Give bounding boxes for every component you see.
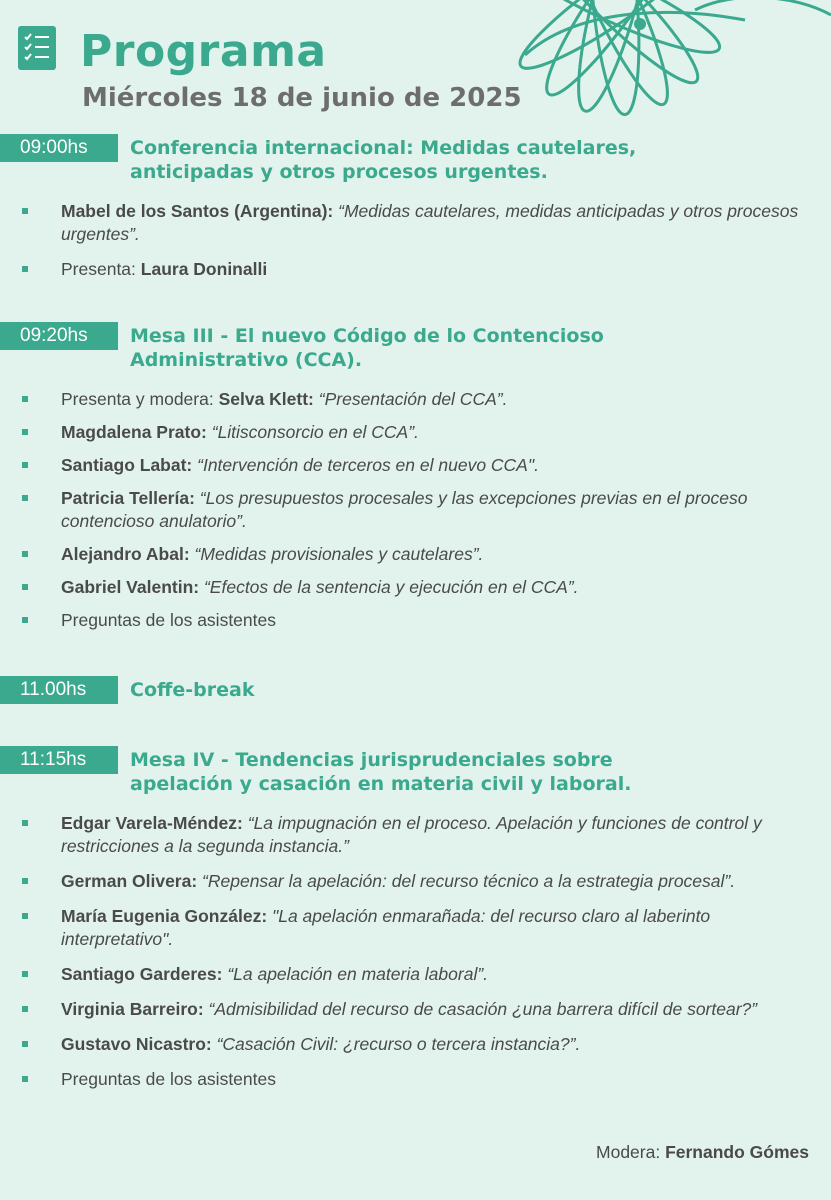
moderator-credit: Modera: Fernando Gómes	[596, 1142, 809, 1162]
talk-title: “Medidas provisionales y cautelares”.	[189, 544, 484, 564]
talk-title: “La apelación en materia laboral”.	[222, 964, 489, 984]
talk-title: “Los presupuestos procesales y las excepciones previas en el proceso contencioso anulatorio”.	[61, 488, 748, 531]
list-item	[0, 576, 831, 599]
speaker-name: Gustavo Nicastro:	[61, 1034, 212, 1054]
list-item	[0, 421, 831, 444]
list-item	[0, 454, 831, 477]
square-bullet-icon	[22, 878, 28, 884]
event-date: Miércoles 18 de junio de 2025	[82, 83, 522, 113]
square-bullet-icon	[22, 1041, 28, 1047]
list-item	[0, 1033, 831, 1056]
speaker-name: Virginia Barreiro:	[61, 999, 204, 1019]
moderator-name: Fernando Gómes	[665, 1142, 809, 1162]
square-bullet-icon	[22, 429, 28, 435]
speaker-name: Alejandro Abal:	[61, 544, 190, 564]
list-item	[0, 200, 831, 246]
square-bullet-icon	[22, 1006, 28, 1012]
session-title: Conferencia internacional: Medidas cautelares, anticipadas y otros procesos urgentes.	[130, 137, 637, 183]
list-item	[0, 543, 831, 566]
square-bullet-icon	[22, 913, 28, 919]
list-item	[0, 905, 831, 951]
talk-title: “Admisibilidad del recurso de casación ¿una barrera difícil de sortear?”	[203, 999, 758, 1019]
talk-title: “Presentación del CCA”.	[313, 389, 508, 409]
speaker-name: Patricia Tellería:	[61, 488, 195, 508]
speaker-name: Mabel de los Santos (Argentina):	[61, 201, 334, 221]
speaker-name: Gabriel Valentin:	[61, 577, 200, 597]
square-bullet-icon	[22, 208, 28, 214]
checklist-icon	[18, 26, 56, 70]
list-item	[0, 870, 831, 893]
list-item	[0, 812, 831, 858]
square-bullet-icon	[22, 495, 28, 501]
list-item: Presenta y modera: Selva Klett: “Presentación del CCA”.	[0, 388, 831, 411]
square-bullet-icon	[22, 584, 28, 590]
square-bullet-icon	[22, 820, 28, 826]
list-item	[0, 963, 831, 986]
session-items	[0, 812, 831, 1091]
square-bullet-icon	[22, 971, 28, 977]
speaker-name: Selva Klett:	[218, 389, 314, 409]
speaker-name: María Eugenia González:	[61, 906, 268, 926]
session-title: Mesa IV - Tendencias jurisprudenciales sobre apelación y casación en materia civil y laboral.	[130, 749, 632, 795]
talk-title: “Casación Civil: ¿recurso o tercera instancia?”.	[211, 1034, 581, 1054]
talk-title: "La apelación enmarañada: del recurso claro al laberinto interpretativo".	[61, 906, 711, 949]
session-items	[0, 388, 831, 632]
session-title: Mesa III - El nuevo Código de lo Contencioso Administrativo (CCA).	[130, 325, 604, 371]
time-badge: 09:20hs	[0, 322, 118, 350]
list-item: Preguntas de los asistentes	[0, 1068, 831, 1091]
time-badge: 11.00hs	[0, 676, 118, 704]
speaker-name: Edgar Varela-Méndez:	[61, 813, 243, 833]
square-bullet-icon	[22, 266, 28, 272]
session-title: Coffe-break	[130, 679, 255, 701]
speaker-name: German Olivera:	[61, 871, 198, 891]
square-bullet-icon	[22, 617, 28, 623]
talk-title: “Litisconsorcio en el CCA”.	[206, 422, 419, 442]
talk-title: “Intervención de terceros en el nuevo CCA".	[192, 455, 539, 475]
list-item	[0, 487, 831, 533]
square-bullet-icon	[22, 462, 28, 468]
time-badge: 09:00hs	[0, 134, 118, 162]
speaker-name: Santiago Garderes:	[61, 964, 223, 984]
square-bullet-icon	[22, 551, 28, 557]
square-bullet-icon	[22, 396, 28, 402]
list-item	[0, 998, 831, 1021]
talk-title: “Efectos de la sentencia y ejecución en el CCA”.	[199, 577, 579, 597]
talk-title: “Repensar la apelación: del recurso técnico a la estrategia procesal”.	[197, 871, 736, 891]
session-items	[0, 200, 831, 281]
page-title: Programa	[80, 26, 327, 77]
talk-title: “La impugnación en el proceso. Apelación y funciones de control y restricciones a la segunda instancia.”	[61, 813, 762, 856]
time-badge: 11:15hs	[0, 746, 118, 774]
list-item: Presenta: Laura Doninalli	[0, 258, 831, 281]
talk-title: “Medidas cautelares, medidas anticipadas y otros procesos urgentes”.	[61, 201, 799, 244]
square-bullet-icon	[22, 1076, 28, 1082]
speaker-name: Santiago Labat:	[61, 455, 193, 475]
list-item: Preguntas de los asistentes	[0, 609, 831, 632]
presenter-name: Laura Doninalli	[140, 259, 268, 279]
speaker-name: Magdalena Prato:	[61, 422, 207, 442]
